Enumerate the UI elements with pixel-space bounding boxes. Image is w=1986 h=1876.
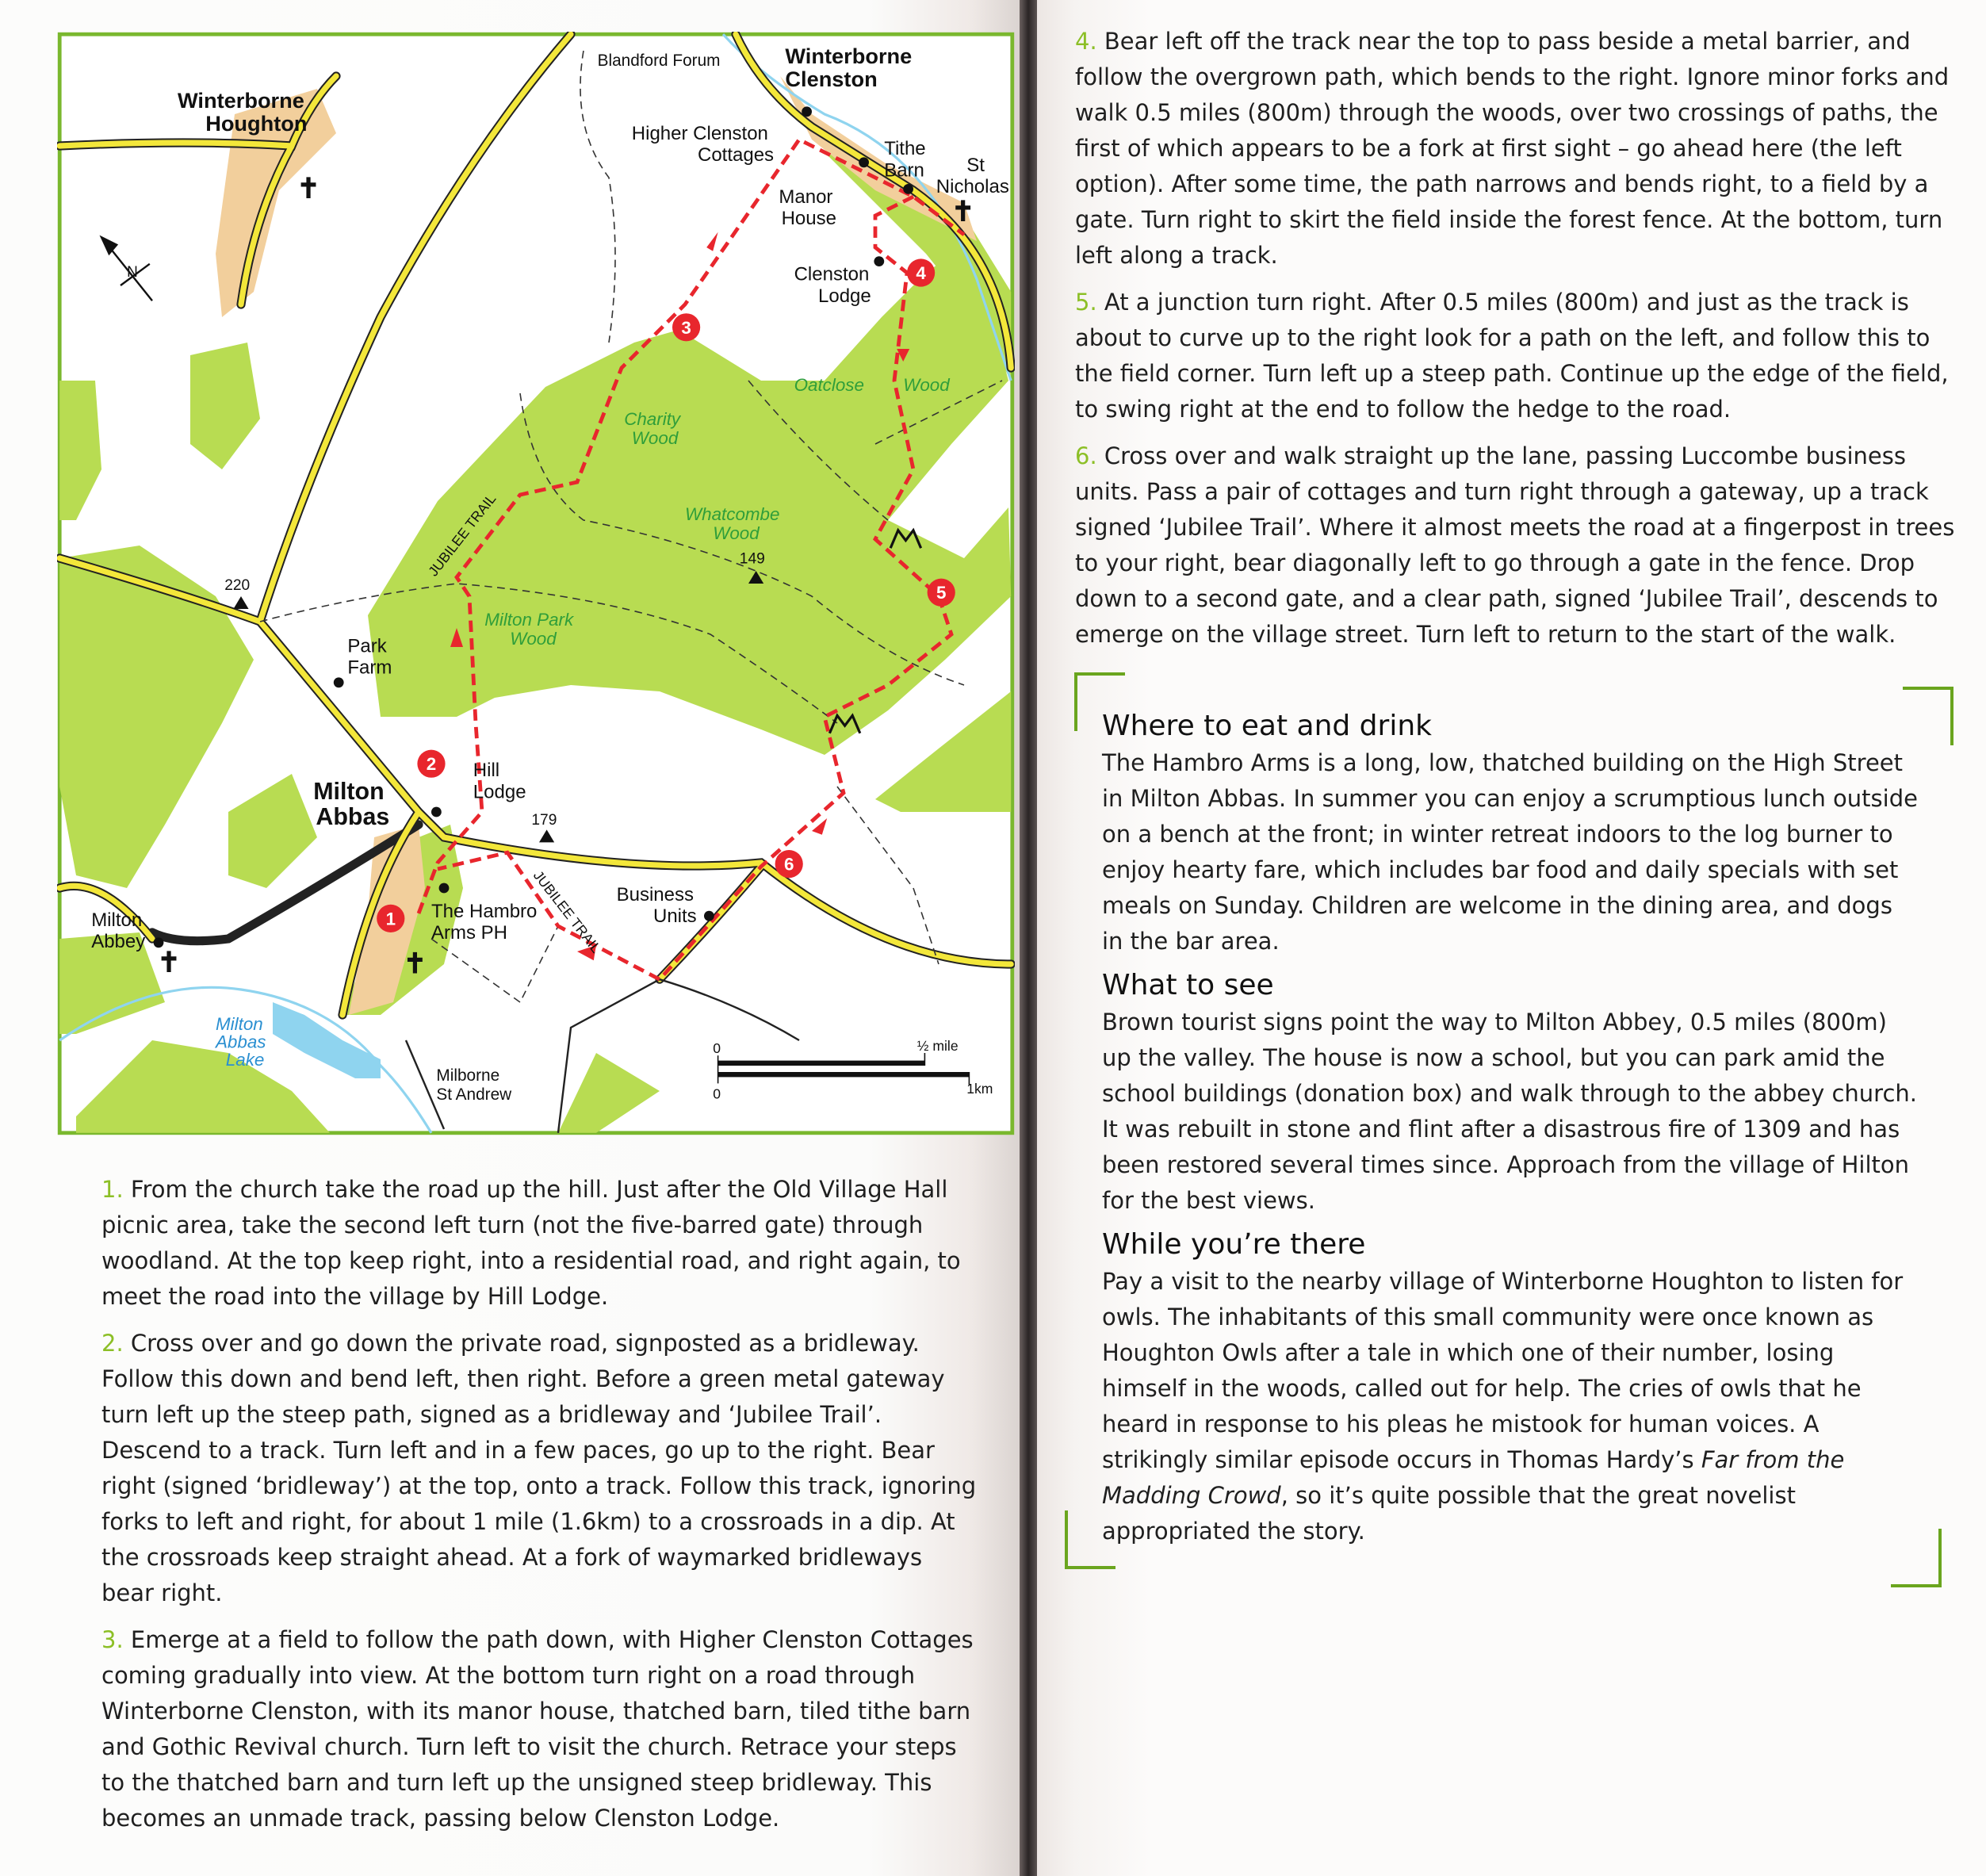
waypoint-4 [907, 258, 935, 286]
walk-map [57, 32, 1015, 1135]
svg-text:1km: 1km [966, 1081, 993, 1097]
label-wood: Wood [903, 374, 950, 395]
svg-text:5: 5 [936, 583, 947, 603]
label-oatclose: Oatclose [794, 374, 864, 395]
step-4: 4. Bear left off the track near the top to pass beside a metal barrier, and follow the overgrown path, which bends to the right. Ignore minor forks and walk 0.5 miles (800m) through the woods, over two crossings of paths, the first of which appears to be a fork at first sight – go ahead here (the left option). After some time, the path narrows and bends right, to a field by a gate. Turn right to skirt the field inside the forest fence. At the bottom, turn left along a track. [1075, 28, 1950, 269]
svg-text:4: 4 [916, 263, 926, 283]
svg-text:6: 6 [783, 854, 794, 875]
height-179: 179 [531, 812, 557, 829]
waypoint-2 [417, 750, 445, 778]
jubilee-trail-label: JUBILEE TRAIL [530, 867, 605, 956]
waypoint-3 [672, 313, 700, 341]
waypoint-5 [928, 579, 955, 607]
label-blandford-forum: Blandford Forum [597, 52, 721, 71]
svg-text:2: 2 [426, 754, 437, 775]
label-business-units: Business Units [616, 884, 697, 928]
label-tithe-barn: Tithe Barn [884, 138, 926, 182]
there-heading: While you’re there [1102, 1228, 1366, 1261]
svg-text:3: 3 [681, 317, 691, 338]
church-icon: ✝ [157, 947, 181, 978]
see-heading: What to see [1102, 969, 1274, 1001]
waypoint-6 [775, 850, 803, 878]
height-149: 149 [739, 550, 765, 568]
label-charity-wood: Charity Wood [624, 409, 681, 448]
label-winterborne-clenston: Winterborne Clenston [785, 44, 913, 91]
svg-text:0: 0 [713, 1040, 721, 1056]
step-2: 2. Cross over and go down the private road, signposted as a bridleway. Follow this down and bend left, then right. Before a green metal gateway turn left up the steep path, signed as a bridleway and ‘Jubilee Trail’. Descend to a track. Turn left and in a few paces, go up to the right. Bear right (signed ‘bridleway’) at the top, onto a track. Follow this track, ignoring forks to left and right, for about 1 mile (1.6km) to a crossroads in a dip. At the crossroads keep straight ahead. At a fork of waymarked bridleways bear right. [101, 1330, 977, 1606]
svg-text:0: 0 [713, 1085, 721, 1102]
there-text: Pay a visit to the nearby village of Winterborne Houghton to listen for owls. The inhabitants of this small community were once known as Houghton Owls after a tale in which one of their number, losing himself in the woods, called out for help. The cries of owls that he heard in response to his pleas he mistook for human voices. A strikingly similar episode occurs in Thomas Hardy’s Far from the Madding Crowd, so it’s quite possible that the great novelist appropriated the story. [1102, 1268, 1904, 1545]
church-icon: ✝ [297, 173, 320, 205]
eat-text: The Hambro Arms is a long, low, thatched building on the High Street in Milton Abbas. In summer you can enjoy a scrumptious lunch outside on a bench at the front; in winter retreat indoors to the log burner to enjoy hearty fare, which includes bar food and daily specials with set meals on Sunday. Children are welcome in the dining area, and dogs in the bar area. [1102, 749, 1918, 955]
label-higher-clenston: Higher Clenston Cottages [631, 123, 775, 167]
label-clenston-lodge: Clenston Lodge [794, 263, 871, 307]
label-milton-abbey: Milton Abbey [91, 909, 146, 953]
label-milborne: Milborne St Andrew [436, 1066, 512, 1105]
label-whatcombe-wood: Whatcombe Wood [685, 504, 780, 543]
svg-text:N: N [127, 263, 138, 281]
label-winterborne-houghton: Winterborne Houghton [178, 88, 308, 136]
label-milton-abbas: Milton Abbas [313, 778, 390, 830]
church-icon: ✝ [951, 196, 975, 228]
step-5: 5. At a junction turn right. After 0.5 miles (800m) and just as the track is about to curve up to the right look for a path on the left, and follow this to the field corner. Turn left up a steep path. Continue up the edge of the field, to swing right at the end to follow the hedge to the road. [1075, 289, 1949, 423]
svg-text:1: 1 [385, 909, 396, 929]
step-1: 1. From the church take the road up the hill. Just after the Old Village Hall picnic area, take the second left turn (not the five-barred gate) through woodland. At the top keep right, into a residential road, and right again, to meet the road into the village by Hill Lodge. [101, 1176, 961, 1310]
label-hill-lodge: Hill Lodge [473, 760, 526, 803]
book-spine [1020, 0, 1037, 1876]
see-text: Brown tourist signs point the way to Milton Abbey, 0.5 miles (800m) up the valley. The house is now a school, but you can park amid the school buildings (donation box) and walk through to the abbey church. It was rebuilt in stone and flint after a disastrous fire of 1309 and has been restored several times since. Approach from the village of Hilton for the best views. [1102, 1009, 1917, 1214]
label-milton-park-wood: Milton Park Wood [484, 609, 574, 649]
church-icon: ✝ [403, 948, 427, 980]
step-6: 6. Cross over and walk straight up the lane, passing Luccombe business units. Pass a pair of cottages and turn right through a gateway, up a track signed ‘Jubilee Trail’. Where it almost meets the road at a fingerpost in trees to your right, bear diagonally left to go through a gate in the fence. Drop down to a second gate, and a clear path, signed ‘Jubilee Trail’, descends to emerge on the village street. Turn left to return to the start of the walk. [1075, 442, 1955, 648]
svg-text:½ mile: ½ mile [916, 1037, 959, 1054]
step-3: 3. Emerge at a field to follow the path down, with Higher Clenston Cottages coming gradually into view. At the bottom turn right on a road through Winterborne Clenston, with its manor house, thatched barn, tiled tithe barn and Gothic Revival church. Turn left to visit the church. Retrace your steps to the thatched barn and turn left up the unsigned steep bridleway. This becomes an unmade track, passing below Clenston Lodge. [101, 1626, 974, 1832]
label-hambro-arms: The Hambro Arms PH [431, 900, 538, 944]
height-220: 220 [224, 577, 251, 594]
eat-heading: Where to eat and drink [1102, 710, 1433, 742]
label-lake: Milton Abbas Lake [216, 1014, 266, 1070]
label-manor-house: Manor House [779, 186, 836, 230]
directions-left [101, 1172, 982, 1847]
info-box [1102, 702, 1919, 1557]
label-st-nicholas: St Nicholas [936, 155, 1009, 198]
label-park-farm: Park Farm [347, 635, 392, 679]
directions-right [1075, 24, 1963, 664]
jubilee-trail-label: JUBILEE TRAIL [425, 491, 499, 580]
waypoint-1 [377, 905, 404, 932]
